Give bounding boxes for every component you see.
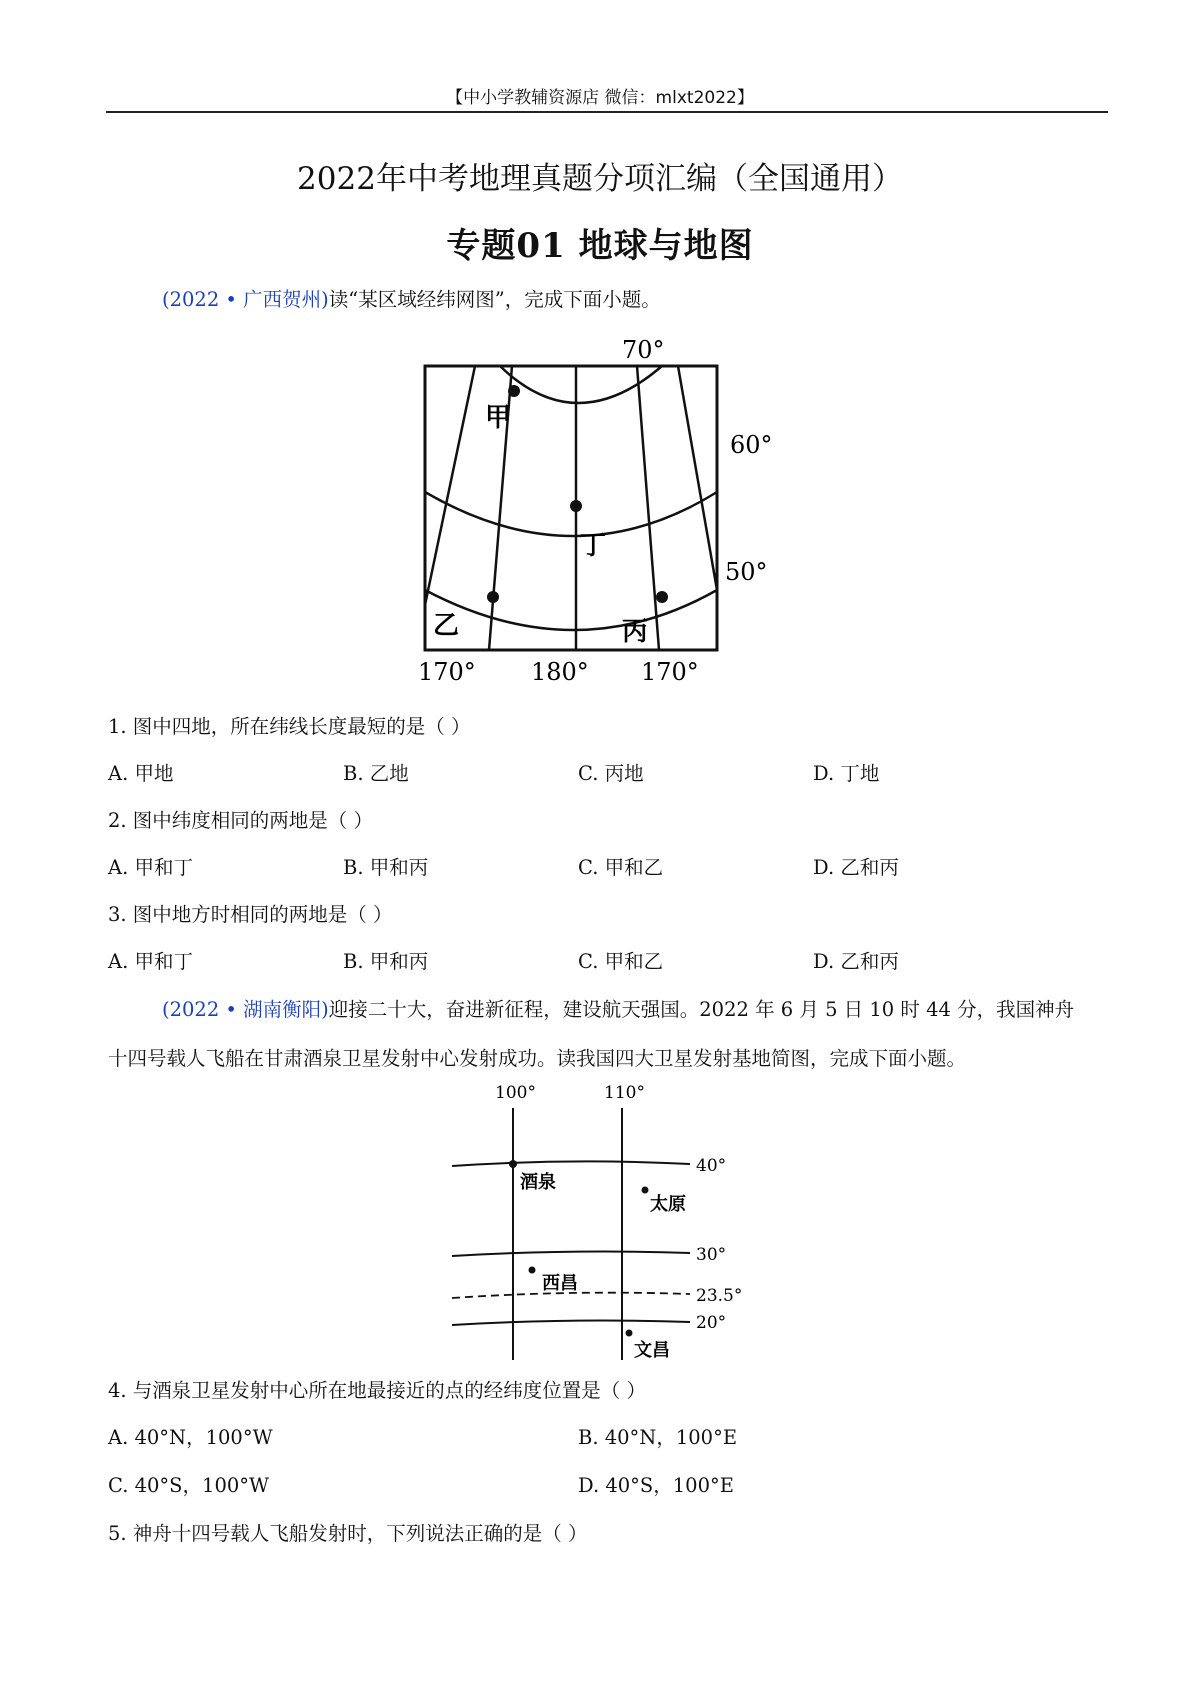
lat-label-20: 20°	[696, 1313, 727, 1333]
site-jiuquan-dot	[509, 1160, 517, 1168]
q2-option-a: A. 甲和丁	[108, 856, 193, 879]
q3-option-d: D. 乙和丙	[813, 950, 899, 973]
q4-option-a: A. 40°N，100°W	[108, 1426, 273, 1449]
lon-label-110: 110°	[604, 1083, 645, 1103]
q2-option-b: B. 甲和丙	[343, 856, 429, 879]
place-jia-label: 甲	[485, 403, 512, 433]
place-bing-label: 丙	[622, 617, 649, 647]
section2-intro-line1	[162, 994, 1074, 1022]
lat-label-40: 40°	[696, 1156, 727, 1176]
site-wenchang-dot	[626, 1330, 633, 1337]
place-ding-label: 丁	[580, 531, 607, 561]
site-xichang-label: 西昌	[542, 1273, 578, 1294]
place-bing-dot	[656, 591, 668, 603]
site-xichang-dot	[529, 1267, 536, 1274]
place-jia-dot	[508, 385, 520, 397]
site-taiyuan-dot	[642, 1187, 649, 1194]
q1-option-d: D. 丁地	[813, 762, 880, 785]
q3-option-c: C. 甲和乙	[578, 950, 664, 973]
question-3: 3. 图中地方时相同的两地是（ ）	[108, 903, 393, 926]
question-1: 1. 图中四地，所在纬线长度最短的是（ ）	[108, 715, 471, 738]
q3-option-b: B. 甲和丙	[343, 950, 429, 973]
q4-option-c: C. 40°S，100°W	[108, 1474, 270, 1497]
doc-subtitle: 专题01 地球与地图	[446, 226, 754, 266]
lat-label-70: 70°	[622, 336, 665, 364]
site-jiuquan-label: 酒泉	[520, 1172, 556, 1193]
lon-label-170w: 170°	[418, 658, 476, 686]
q4-option-b: B. 40°N，100°E	[578, 1426, 738, 1449]
page-header: 【中小学教辅资源店 微信：mlxt2022】	[446, 88, 754, 108]
question-2: 2. 图中纬度相同的两地是（ ）	[108, 809, 374, 832]
lon-label-180: 180°	[531, 658, 589, 686]
graticule-map	[400, 330, 790, 690]
q3-option-a: A. 甲和丁	[108, 950, 193, 973]
q1-option-a: A. 甲地	[108, 762, 174, 785]
section2-intro-text-1: 迎接二十大，奋进新征程，建设航天强国。2022 年 6 月 5 日 10 时 44 分，我国神舟	[328, 998, 1075, 1021]
q2-option-d: D. 乙和丙	[813, 856, 899, 879]
place-yi-dot	[487, 591, 499, 603]
q2-option-c: C. 甲和乙	[578, 856, 664, 879]
lon-label-170e: 170°	[641, 658, 699, 686]
q1-option-b: B. 乙地	[343, 762, 409, 785]
section2-intro-line2: 十四号载人飞船在甘肃酒泉卫星发射中心发射成功。读我国四大卫星发射基地简图，完成下面小题。	[108, 1047, 967, 1070]
q1-option-c: C. 丙地	[578, 762, 644, 785]
site-wenchang-label: 文昌	[634, 1340, 670, 1361]
header-rule	[106, 111, 1108, 113]
lat-label-30: 30°	[696, 1245, 727, 1265]
place-ding-dot	[570, 500, 582, 512]
lat-label-60: 60°	[730, 431, 773, 459]
site-taiyuan-label: 太原	[650, 1194, 686, 1215]
q4-option-d: D. 40°S，100°E	[578, 1474, 734, 1497]
launch-sites-map	[440, 1078, 780, 1368]
section1-intro	[162, 284, 661, 312]
doc-title: 2022年中考地理真题分项汇编（全国通用）	[297, 161, 903, 197]
section2-source: (2022 • 湖南衡阳)	[162, 998, 329, 1021]
section1-source: (2022 • 广西贺州)	[162, 288, 329, 311]
lat-label-23-5: 23.5°	[696, 1286, 743, 1306]
lon-label-100: 100°	[495, 1083, 536, 1103]
question-4: 4. 与酒泉卫星发射中心所在地最接近的点的经纬度位置是（ ）	[108, 1379, 647, 1402]
section1-intro-text: 读“某区域经纬网图”，完成下面小题。	[328, 288, 661, 311]
question-5: 5. 神舟十四号载人飞船发射时，下列说法正确的是（ ）	[108, 1522, 588, 1545]
lat-label-50: 50°	[725, 558, 768, 586]
place-yi-label: 乙	[433, 611, 460, 641]
